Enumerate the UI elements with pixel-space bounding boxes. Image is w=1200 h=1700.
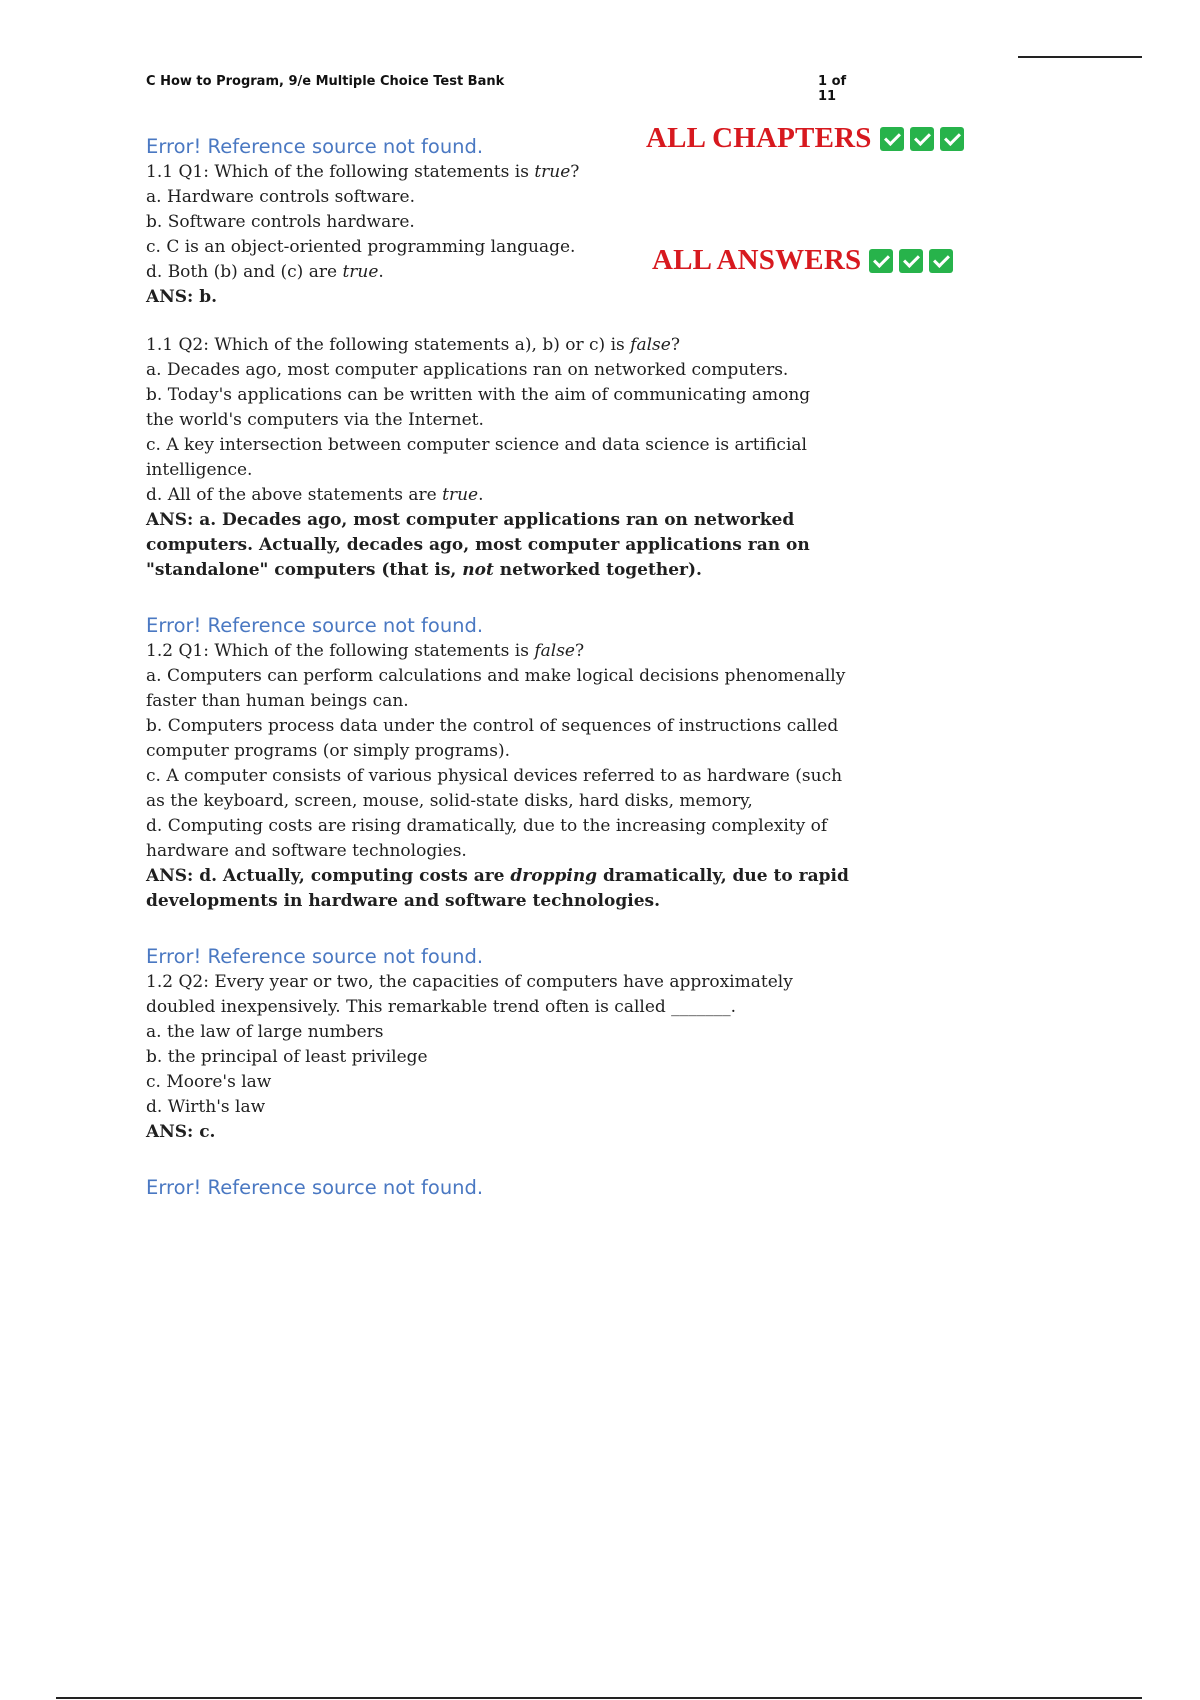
option-b-cont: the world's computers via the Internet. <box>146 410 484 430</box>
option-c: c. A computer consists of various physical devices referred to as hardware (such <box>146 766 843 786</box>
option-d: d. Computing costs are rising dramatically, due to the increasing complexity of <box>146 816 828 836</box>
question-stem: 1.2 Q1: Which of the following statements is false? <box>146 641 585 661</box>
top-rule <box>1018 56 1142 58</box>
answer: ANS: b. <box>146 287 218 307</box>
page-header <box>146 74 866 104</box>
answer: ANS: c. <box>146 1122 216 1142</box>
section-heading: Error! Reference source not found. <box>146 135 484 158</box>
checkbox-check-icon <box>940 127 964 151</box>
answer: ANS: a. Decades ago, most computer applications ran on networked <box>146 510 795 530</box>
option-a: a. Computers can perform calculations and make logical decisions phenomenally <box>146 666 846 686</box>
page-content <box>146 134 886 1201</box>
checkbox-check-icon <box>929 249 953 273</box>
question-stem-cont: doubled inexpensively. This remarkable trend often is called _______. <box>146 997 737 1017</box>
answer: ANS: d. Actually, computing costs are dropping dramatically, due to rapid <box>146 866 849 886</box>
section-3 <box>146 944 886 1145</box>
document-title: C How to Program, 9/e Multiple Choice Test Bank <box>146 74 505 89</box>
option-a: a. Hardware controls software. <box>146 187 416 207</box>
bottom-rule <box>56 1697 1142 1699</box>
promo-text-chapters: ALL CHAPTERS <box>646 122 872 154</box>
section-heading: Error! Reference source not found. <box>146 1176 484 1199</box>
option-b: b. Software controls hardware. <box>146 212 415 232</box>
promo-text-answers: ALL ANSWERS <box>652 244 862 276</box>
option-c: c. Moore's law <box>146 1072 272 1092</box>
section-heading: Error! Reference source not found. <box>146 614 484 637</box>
option-d: d. Wirth's law <box>146 1097 266 1117</box>
option-b: b. Today's applications can be written with the aim of communicating among <box>146 385 811 405</box>
answer-cont: "standalone" computers (that is, not networked together). <box>146 560 702 580</box>
section-4 <box>146 1175 886 1201</box>
answer-cont: developments in hardware and software technologies. <box>146 891 661 911</box>
question-stem: 1.1 Q2: Which of the following statements a), b) or c) is false? <box>146 335 680 355</box>
question-stem: 1.2 Q2: Every year or two, the capacities of computers have approximately <box>146 972 793 992</box>
option-b: b. the principal of least privilege <box>146 1047 428 1067</box>
section-heading: Error! Reference source not found. <box>146 945 484 968</box>
section-1-question-2 <box>146 333 886 583</box>
check-icons <box>880 127 964 151</box>
option-c: c. C is an object-oriented programming language. <box>146 237 576 257</box>
option-b: b. Computers process data under the control of sequences of instructions called <box>146 716 839 736</box>
checkbox-check-icon <box>910 127 934 151</box>
option-a: a. the law of large numbers <box>146 1022 384 1042</box>
option-d: d. All of the above statements are true. <box>146 485 484 505</box>
option-c-cont: intelligence. <box>146 460 253 480</box>
checkbox-check-icon <box>899 249 923 273</box>
answer-cont: computers. Actually, decades ago, most computer applications ran on <box>146 535 810 555</box>
option-c: c. A key intersection between computer science and data science is artificial <box>146 435 807 455</box>
page-number: 1 of 11 <box>818 74 847 104</box>
option-d-cont: hardware and software technologies. <box>146 841 467 861</box>
option-a: a. Decades ago, most computer applications ran on networked computers. <box>146 360 789 380</box>
option-a-cont: faster than human beings can. <box>146 691 409 711</box>
question-stem: 1.1 Q1: Which of the following statements is true? <box>146 162 580 182</box>
section-2 <box>146 613 886 914</box>
option-c-cont: as the keyboard, screen, mouse, solid-state disks, hard disks, memory, <box>146 791 753 811</box>
option-b-cont: computer programs (or simply programs). <box>146 741 511 761</box>
option-d: d. Both (b) and (c) are true. <box>146 262 384 282</box>
section-1 <box>146 134 886 310</box>
